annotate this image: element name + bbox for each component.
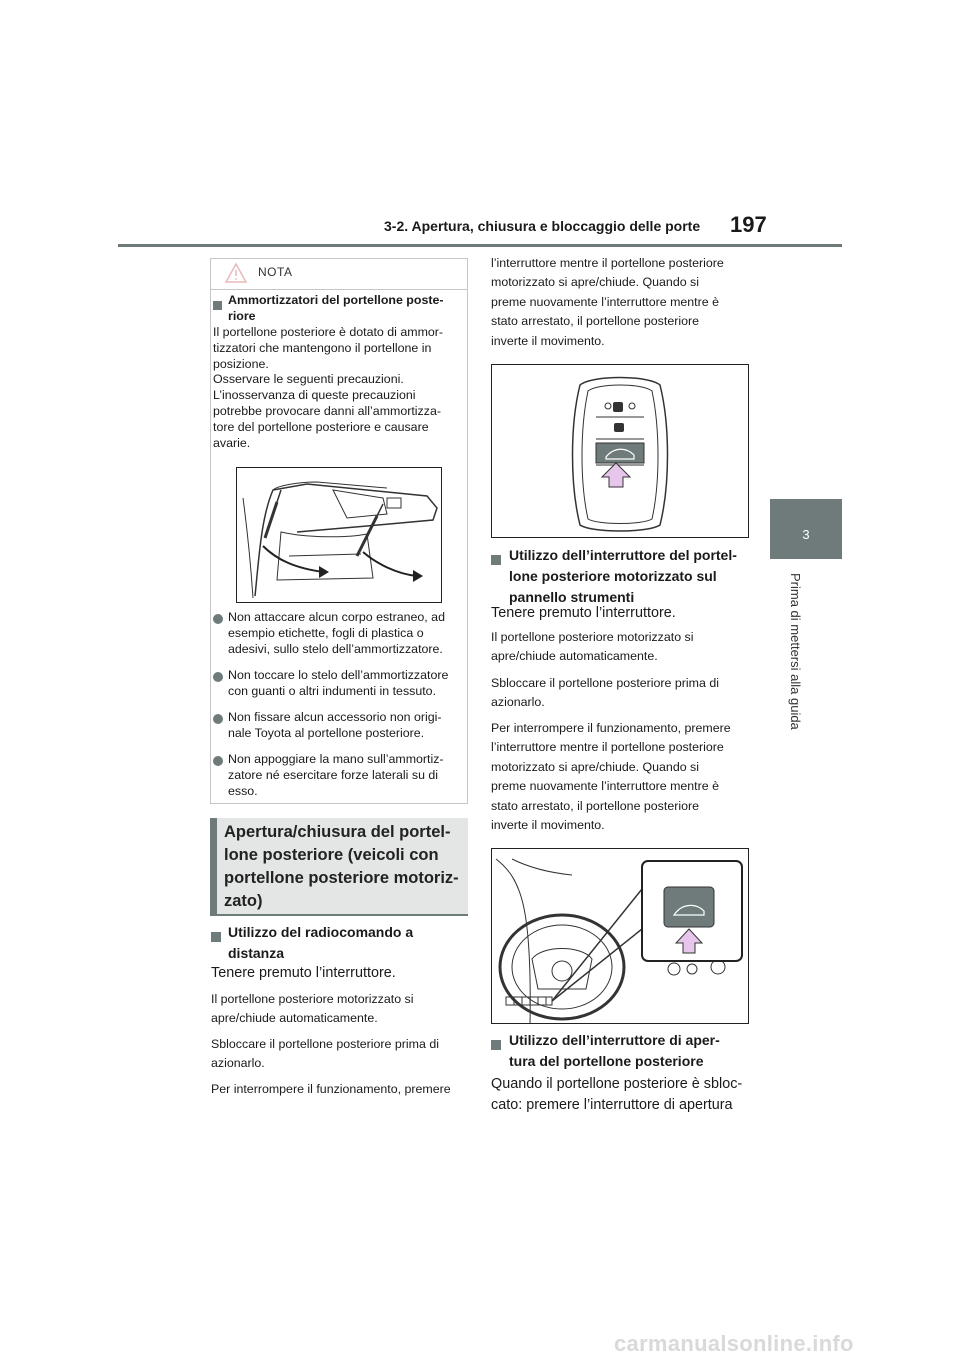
nota-bullet-line: zatore né esercitare forze laterali su di <box>228 767 439 782</box>
nota-bullet <box>228 710 464 742</box>
remote-paragraph-line: apre/chiude automaticamente. <box>211 1011 378 1026</box>
running-header: 3-2. Apertura, chiusura e bloccaggio delle porte <box>384 218 701 234</box>
dashboard-paragraph <box>491 719 751 835</box>
dashboard-heading <box>509 545 759 608</box>
section-rule <box>210 914 468 916</box>
warning-triangle-icon <box>224 262 248 284</box>
remote-continuation-line: l’interruttore mentre il portellone posteriore <box>491 256 724 270</box>
nota-bullet-line: adesivi, sullo stelo dell’ammortizzatore. <box>228 641 443 656</box>
dashboard-paragraph-line: l’interruttore mentre il portellone posteriore <box>491 740 724 755</box>
tailgate-drawing <box>237 468 442 603</box>
dashboard-paragraph <box>491 674 751 713</box>
dashboard-lead: Tenere premuto l’interruttore. <box>491 605 676 621</box>
nota-bullet-line: Non attaccare alcun corpo estraneo, ad <box>228 610 445 624</box>
square-bullet-icon <box>213 301 222 310</box>
opener-heading-marker <box>491 1037 501 1055</box>
opener-heading <box>509 1030 759 1072</box>
nota-bullet-line: esempio etichette, fogli di plastica o <box>228 625 424 640</box>
dashboard-switch-illustration <box>491 848 749 1024</box>
section-title-line: lone posteriore (veicoli con <box>224 846 439 864</box>
remote-paragraph-line: Sbloccare il portellone posteriore prima di <box>211 1037 439 1051</box>
nota-intro-line: posizione. <box>213 356 269 371</box>
section-title-line: portellone posteriore motoriz- <box>224 869 459 887</box>
square-bullet-icon <box>211 932 221 942</box>
chapter-title-vertical <box>787 573 807 743</box>
chapter-title: Prima di mettersi alla guida <box>788 573 803 730</box>
nota-intro <box>213 325 463 451</box>
bullet-dot-icon <box>213 672 223 682</box>
remote-paragraph <box>211 1035 467 1074</box>
remote-heading-line: distanza <box>228 945 285 961</box>
nota-bullet-line: nale Toyota al portellone posteriore. <box>228 725 425 740</box>
nota-intro-line: potrebbe provocare danni all’ammortizza- <box>213 403 441 418</box>
nota-intro-line: tore del portellone posteriore e causare <box>213 419 429 434</box>
nota-intro-line: avarie. <box>213 435 251 450</box>
dashboard-paragraph <box>491 628 751 667</box>
remote-continuation <box>491 254 747 351</box>
nota-bullet <box>228 610 464 657</box>
remote-heading-marker <box>211 929 221 947</box>
remote-heading <box>228 922 468 964</box>
opener-heading-line: Utilizzo dell’interruttore di aper- <box>509 1032 720 1048</box>
nota-title: NOTA <box>258 265 293 279</box>
opener-lead-line: cato: premere l’interruttore di apertura <box>491 1097 733 1113</box>
remote-continuation-line: preme nuovamente l’interruttore mentre è <box>491 294 719 309</box>
nota-bullet <box>228 668 464 700</box>
opener-heading-line: tura del portellone posteriore <box>509 1053 704 1069</box>
opener-lead <box>491 1074 753 1116</box>
key-fob-illustration <box>491 364 749 538</box>
remote-paragraph-line: Il portellone posteriore motorizzato si <box>211 992 414 1006</box>
nota-bullet <box>228 752 464 799</box>
remote-heading-line: Utilizzo del radiocomando a <box>228 924 414 940</box>
nota-intro-line: Osservare le seguenti precauzioni. <box>213 372 404 387</box>
dashboard-paragraph-line: apre/chiude automaticamente. <box>491 649 658 664</box>
dashboard-paragraph-line: azionarlo. <box>491 695 545 710</box>
bullet-dot-icon <box>213 714 223 724</box>
opener-lead-line: Quando il portellone posteriore è sbloc- <box>491 1076 743 1092</box>
dashboard-paragraph-line: motorizzato si apre/chiude. Quando si <box>491 759 699 774</box>
section-title <box>224 821 464 913</box>
dashboard-drawing <box>492 849 749 1024</box>
header-rule <box>118 244 842 247</box>
dashboard-paragraph-line: Sbloccare il portellone posteriore prima di <box>491 676 719 690</box>
remote-paragraph <box>211 990 467 1029</box>
remote-continuation-line: motorizzato si apre/chiude. Quando si <box>491 275 699 290</box>
remote-lead: Tenere premuto l’interruttore. <box>211 965 396 981</box>
nota-intro-line: Il portellone posteriore è dotato di ammor- <box>213 325 444 339</box>
nota-intro-line: L’inosservanza di queste precauzioni <box>213 388 416 403</box>
dashboard-paragraph-line: preme nuovamente l’interruttore mentre è <box>491 779 719 794</box>
nota-header <box>210 258 468 290</box>
page-number: 197 <box>730 212 767 237</box>
remote-paragraph-line: azionarlo. <box>211 1056 265 1071</box>
remote-paragraph-line: Per interrompere il funzionamento, premere <box>211 1082 451 1096</box>
nota-sub-marker <box>213 297 222 315</box>
section-title-line: zato) <box>224 892 263 910</box>
watermark: carmanualsonline.info <box>614 1331 854 1356</box>
nota-bullet-line: Non appoggiare la mano sull’ammortiz- <box>228 752 444 766</box>
dashboard-heading-line: lone posteriore motorizzato sul <box>509 568 717 584</box>
square-bullet-icon <box>491 1040 501 1050</box>
section-title-line: Apertura/chiusura del portel- <box>224 823 451 841</box>
dashboard-heading-marker <box>491 552 501 570</box>
dashboard-heading-line: pannello strumenti <box>509 589 635 605</box>
remote-continuation-line: inverte il movimento. <box>491 333 605 348</box>
dashboard-paragraph-line: inverte il movimento. <box>491 818 605 833</box>
square-bullet-icon <box>491 555 501 565</box>
dashboard-paragraph-line: Il portellone posteriore motorizzato si <box>491 630 694 644</box>
dashboard-paragraph-line: stato arrestato, il portellone posteriore <box>491 798 699 813</box>
nota-bullet-line: con guanti o altri indumenti in tessuto. <box>228 683 437 698</box>
tailgate-damper-illustration <box>236 467 442 603</box>
dashboard-paragraph-line: Per interrompere il funzionamento, premere <box>491 721 731 735</box>
nota-bullet-line: Non fissare alcun accessorio non origi- <box>228 710 442 724</box>
dashboard-heading-line: Utilizzo dell’interruttore del portel- <box>509 547 737 563</box>
bullet-dot-icon <box>213 614 223 624</box>
nota-intro-line: tizzatori che mantengono il portellone in <box>213 340 432 355</box>
remote-continuation-line: stato arrestato, il portellone posteriore <box>491 314 699 329</box>
chapter-number: 3 <box>802 527 810 542</box>
nota-subheading: Ammortizzatori del portellone poste-riore <box>228 293 444 323</box>
bullet-dot-icon <box>213 756 223 766</box>
remote-paragraph <box>211 1080 467 1099</box>
key-fob-drawing <box>492 365 749 538</box>
nota-bullet-line: esso. <box>228 783 258 798</box>
chapter-tab <box>770 499 842 559</box>
nota-bullet-line: Non toccare lo stelo dell’ammortizzatore <box>228 668 449 682</box>
